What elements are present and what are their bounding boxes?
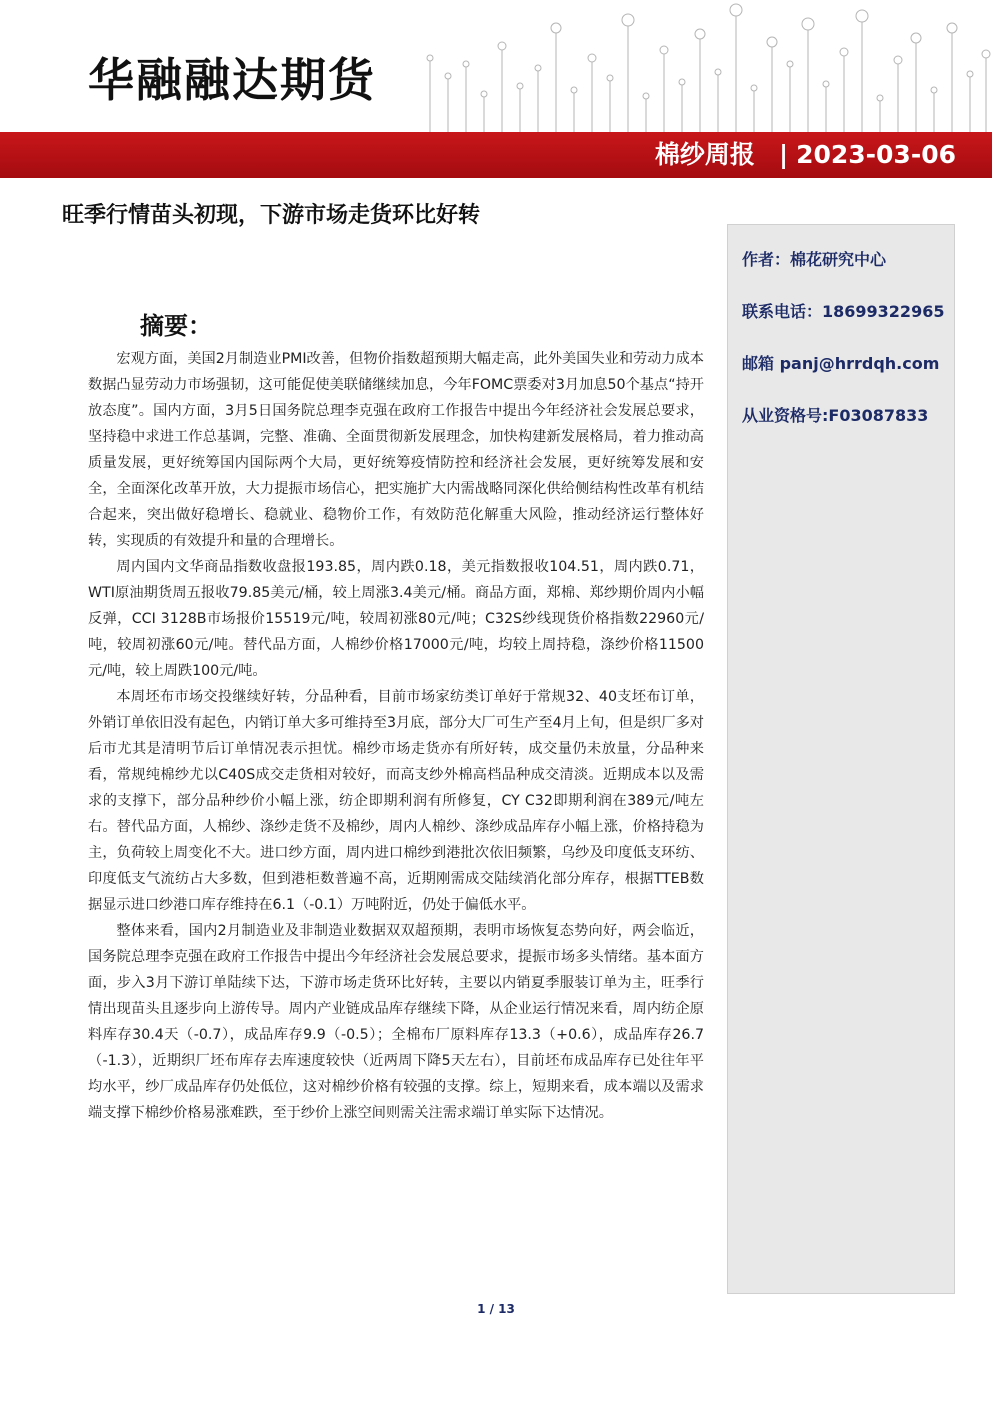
- report-title: 旺季行情苗头初现，下游市场走货环比好转: [62, 203, 481, 228]
- paragraph-summary: 整体来看，国内2月制造业及非制造业数据双双超预期，表明市场恢复态势向好，两会临近，国务院总理李克强在政府工作报告中提出今年经济社会发展总要求，提振市场多头情绪。基本面方面，步入3月下游订单陆续下达，下游市场走货环比好转，主要以内销夏季服装订单为主，旺季行情出现苗头且逐步向上游传导。周内产业链成品库存继续下降，从企业运行情况来看，周内纺企原料库存30.4天（-0.7），成品库存9.9（-0.5）；全棉布厂原料库存13.3（+0.6），成品库存26.7（-1.3），近期织厂坯布库存去库速度较快（近两周下降5天左右），目前坯布成品库存已处往年平均水平，纱厂成品库存仍处低位，这对棉纱价格有较强的支撑。综上，短期来看，成本端以及需求端支撑下棉纱价格易涨难跌，至于纱价上涨空间则需关注需求端订单实际下达情况。: [88, 923, 704, 1121]
- date-separator: |: [778, 140, 789, 169]
- report-date: 2023-03-06: [796, 140, 956, 169]
- header-decoration: [420, 0, 992, 132]
- report-header: [655, 136, 956, 174]
- author-sidebar: [727, 224, 955, 1294]
- abstract-heading: 摘要：: [140, 312, 212, 340]
- paragraph-market: 周内国内文华商品指数收盘报193.85，周内跌0.18，美元指数报收104.51，周内跌0.71，WTI原油期货周五报收79.85美元/桶，较上周涨3.4美元/桶。商品方面，郑棉、郑纱期价周内小幅反弹，CCI 3128B市场报价15519元/吨，较周初涨80元/吨；C32S纱线现货价格指数22960元/吨，较周初涨60元/吨。替代品方面，人棉纱价格17000元/吨，均较上周持稳，涤纱价格11500元/吨，较上周跌100元/吨。: [88, 559, 704, 679]
- page-number: 1 / 13: [477, 1302, 515, 1316]
- paragraph-macro: 宏观方面，美国2月制造业PMI改善，但物价指数超预期大幅走高，此外美国失业和劳动力成本数据凸显劳动力市场强韧，这可能促使美联储继续加息，今年FOMC票委对3月加息50个基点“持开放态度”。国内方面，3月5日国务院总理李克强在政府工作报告中提出今年经济社会发展总要求，坚持稳中求进工作总基调，完整、准确、全面贯彻新发展理念，加快构建新发展格局，着力推动高质量发展，更好统筹国内国际两个大局，更好统筹疫情防控和经济社会发展，更好统筹发展和安全，全面深化改革开放，大力提振市场信心，把实施扩大内需战略同深化供给侧结构性改革有机结合起来，突出做好稳增长、稳就业、稳物价工作，有效防范化解重大风险，推动经济运行整体好转，实现质的有效提升和量的合理增长。: [88, 351, 704, 549]
- abstract-body: [88, 346, 704, 1126]
- paragraph-fabric: 本周坯布市场交投继续好转，分品种看，目前市场家纺类订单好于常规32、40支坯布订单，外销订单依旧没有起色，内销订单大多可维持至3月底，部分大厂可生产至4月上旬，但是织厂多对后市尤其是清明节后订单情况表示担忧。棉纱市场走货亦有所好转，成交量仍未放量，分品种来看，常规纯棉纱尤以C40S成交走货相对较好，而高支纱外棉高档品种成交清淡。近期成本以及需求的支撑下，部分品种纱价小幅上涨，纺企即期利润有所修复，CY C32即期利润在389元/吨左右。替代品方面，人棉纱、涤纱走货不及棉纱，周内人棉纱、涤纱成品库存小幅上涨，价格持稳为主，负荷较上周变化不大。进口纱方面，周内进口棉纱到港批次依旧频繁，乌纱及印度低支环纺、印度低支气流纺占大多数，但到港柜数普遍不高，近期刚需成交陆续消化部分库存，根据TTEB数据显示进口纱港口库存维持在6.1（-0.1）万吨附近，仍处于偏低水平。: [88, 689, 704, 913]
- author-line: 作者：棉花研究中心: [742, 250, 887, 269]
- phone-line: 联系电话：18699322965: [742, 302, 945, 321]
- email-line: 邮箱 panj@hrrdqh.com: [742, 354, 940, 373]
- report-type: 棉纱周报: [654, 140, 755, 169]
- brand-logo: 华融融达期货: [88, 53, 376, 107]
- license-line: 从业资格号:F03087833: [742, 406, 929, 425]
